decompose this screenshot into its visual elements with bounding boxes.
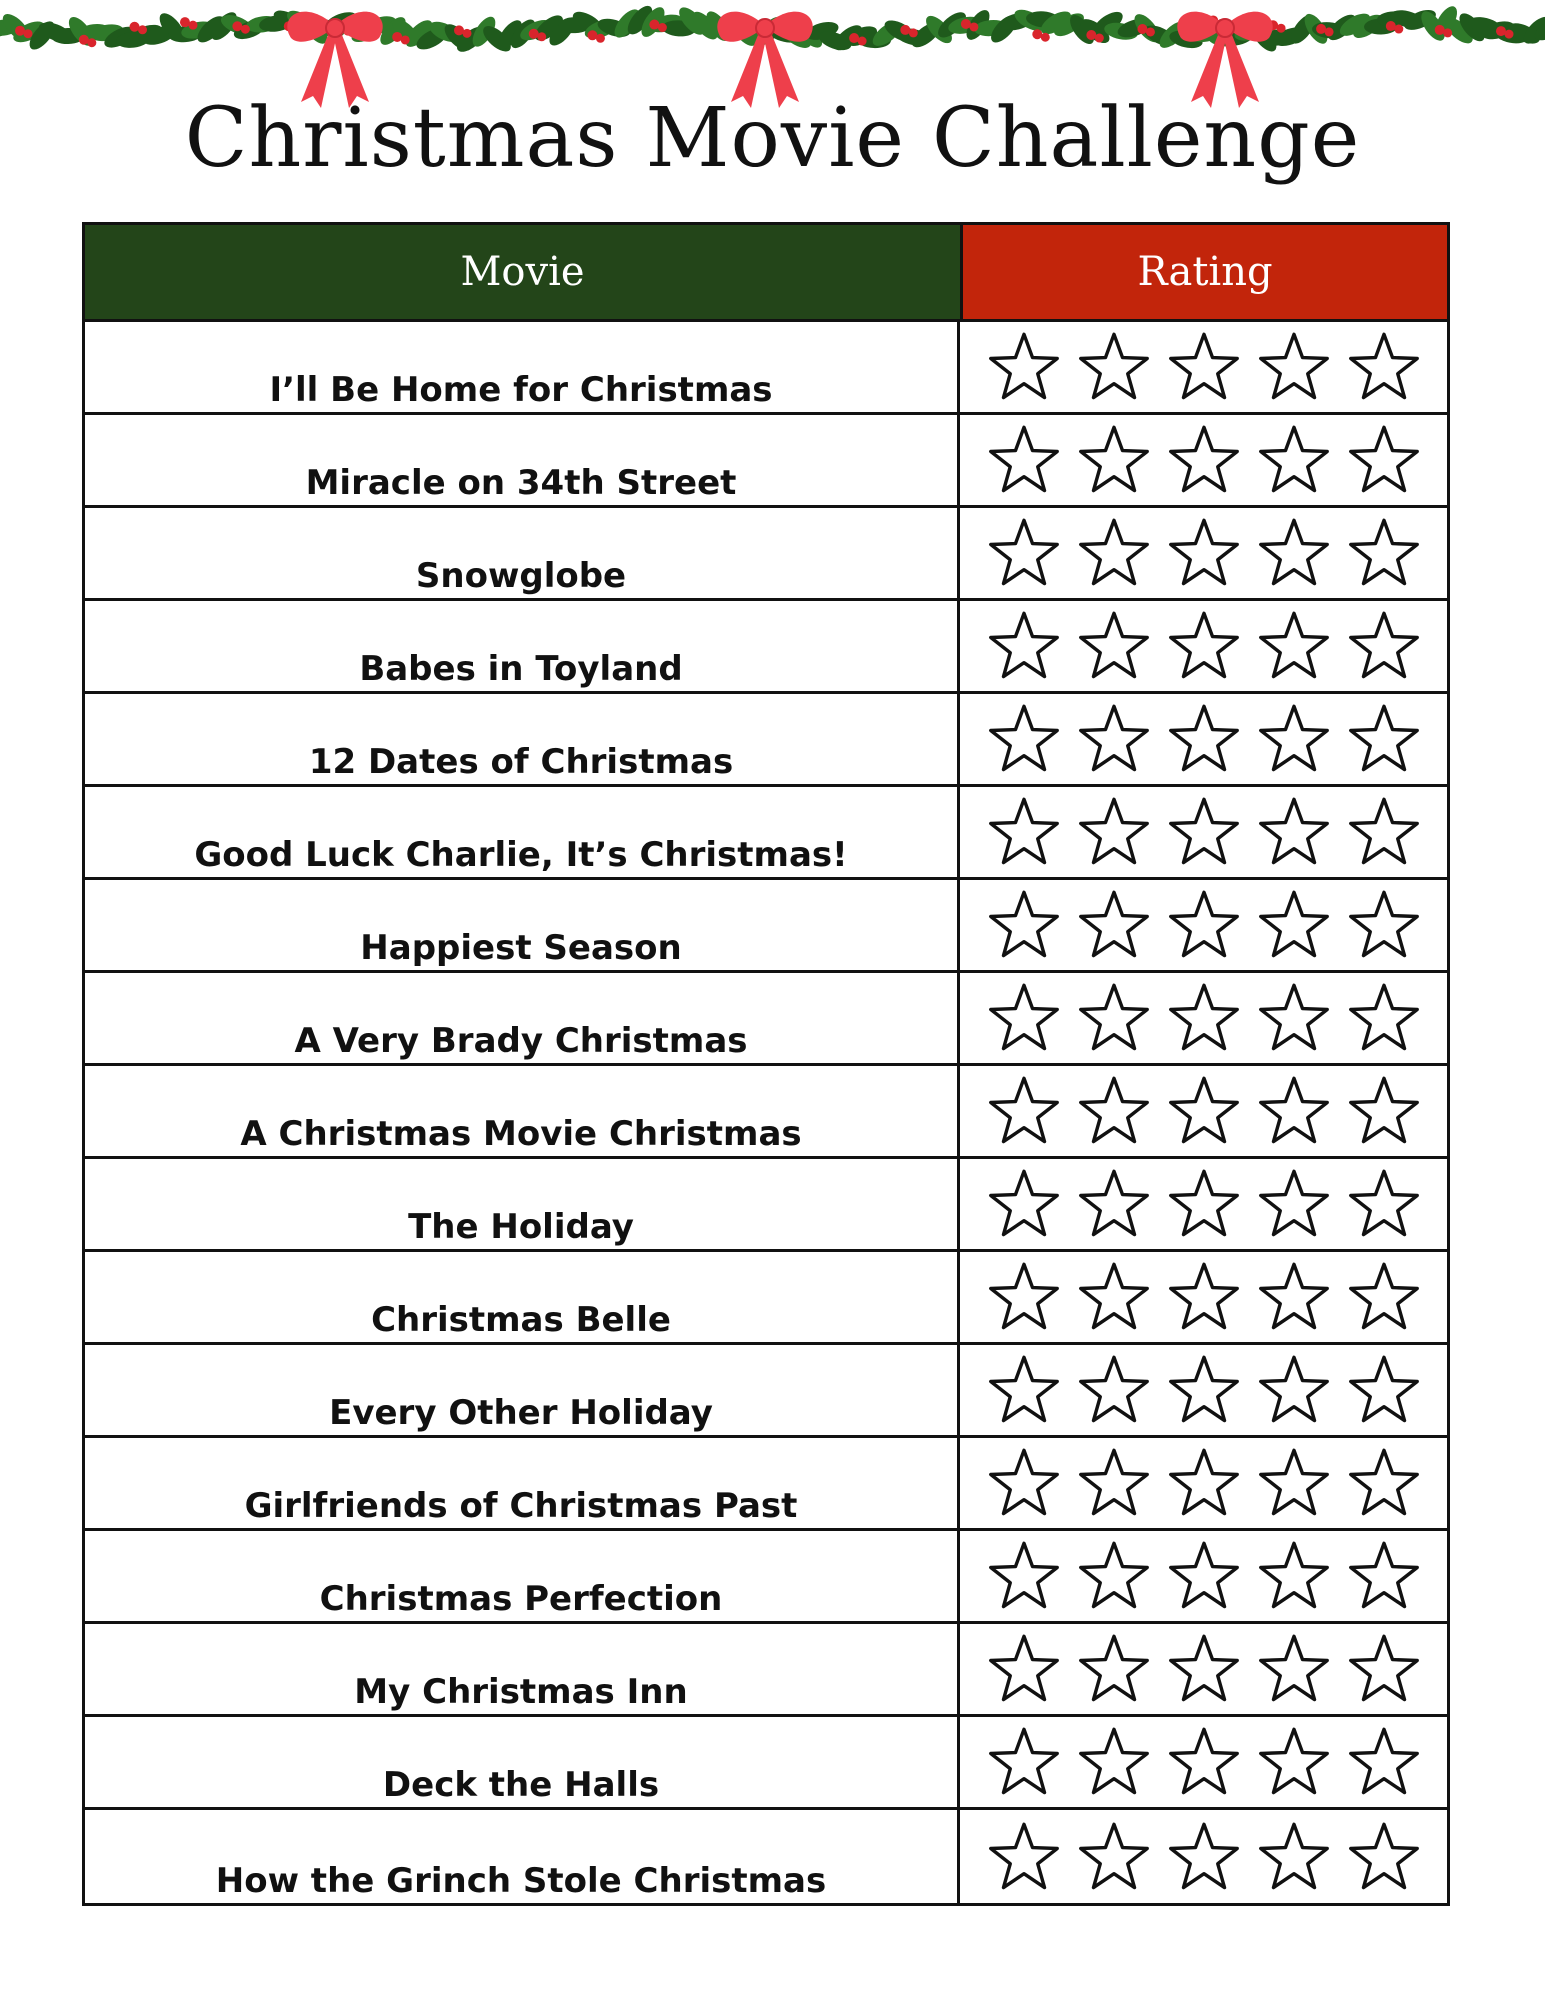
star-icon[interactable] [986,1259,1062,1335]
star-icon[interactable] [1166,329,1242,405]
star-icon[interactable] [1256,1631,1332,1707]
table-row [85,694,1447,787]
star-icon[interactable] [1166,1538,1242,1614]
star-rating [960,322,1447,412]
star-icon[interactable] [1346,1724,1422,1800]
star-icon[interactable] [1166,1073,1242,1149]
star-icon[interactable] [1256,515,1332,591]
movie-title: I’ll Be Home for Christmas [85,322,960,412]
star-icon[interactable] [1076,1073,1152,1149]
star-icon[interactable] [1346,980,1422,1056]
star-icon[interactable] [986,980,1062,1056]
star-icon[interactable] [1076,1445,1152,1521]
star-icon[interactable] [1256,701,1332,777]
star-icon[interactable] [1346,1631,1422,1707]
star-icon[interactable] [986,422,1062,498]
star-rating [960,787,1447,877]
star-icon[interactable] [986,1538,1062,1614]
movie-title: Christmas Belle [85,1252,960,1342]
star-icon[interactable] [986,329,1062,405]
star-icon[interactable] [1076,1166,1152,1242]
movie-title: A Very Brady Christmas [85,973,960,1063]
star-rating [960,1159,1447,1249]
star-rating [960,601,1447,691]
star-icon[interactable] [1256,1445,1332,1521]
star-icon[interactable] [986,1073,1062,1149]
movie-title: Babes in Toyland [85,601,960,691]
star-icon[interactable] [1166,701,1242,777]
star-icon[interactable] [1166,794,1242,870]
star-icon[interactable] [1346,1166,1422,1242]
star-icon[interactable] [1166,887,1242,963]
star-icon[interactable] [986,794,1062,870]
star-icon[interactable] [1076,422,1152,498]
movie-title: Deck the Halls [85,1717,960,1807]
table-row [85,601,1447,694]
table-row [85,508,1447,601]
star-icon[interactable] [986,1819,1062,1895]
star-rating [960,415,1447,505]
page-title: Christmas Movie Challenge [184,91,1361,186]
star-icon[interactable] [1256,608,1332,684]
movie-title: Girlfriends of Christmas Past [85,1438,960,1528]
star-icon[interactable] [1076,980,1152,1056]
star-icon[interactable] [1346,1819,1422,1895]
table-row [85,1810,1447,1903]
movie-title: How the Grinch Stole Christmas [85,1810,960,1903]
table-row [85,880,1447,973]
table-body [85,322,1447,1903]
star-icon[interactable] [1166,1259,1242,1335]
table-row [85,973,1447,1066]
table-row [85,1252,1447,1345]
star-icon[interactable] [986,887,1062,963]
star-icon[interactable] [1256,1166,1332,1242]
table-row [85,1624,1447,1717]
star-icon[interactable] [1166,1724,1242,1800]
star-rating [960,694,1447,784]
table-row [85,1159,1447,1252]
star-icon[interactable] [1346,1445,1422,1521]
table-row [85,787,1447,880]
star-rating [960,1066,1447,1156]
star-rating [960,973,1447,1063]
star-icon[interactable] [1346,608,1422,684]
star-icon[interactable] [986,1352,1062,1428]
star-icon[interactable] [1076,1538,1152,1614]
star-icon[interactable] [1346,794,1422,870]
star-icon[interactable] [1346,701,1422,777]
star-rating [960,1810,1447,1903]
star-icon[interactable] [1346,329,1422,405]
star-icon[interactable] [1256,1819,1332,1895]
star-icon[interactable] [1256,980,1332,1056]
movie-title: Christmas Perfection [85,1531,960,1621]
star-icon[interactable] [1166,1819,1242,1895]
star-rating [960,1345,1447,1435]
star-icon[interactable] [986,1166,1062,1242]
star-icon[interactable] [1346,887,1422,963]
movie-column-header: Movie [85,225,963,319]
movie-title: Happiest Season [85,880,960,970]
table-row [85,415,1447,508]
star-rating [960,880,1447,970]
table-header [85,225,1447,322]
star-icon[interactable] [1256,1538,1332,1614]
star-icon[interactable] [1076,1259,1152,1335]
star-icon[interactable] [986,608,1062,684]
star-icon[interactable] [1166,422,1242,498]
movie-title: Every Other Holiday [85,1345,960,1435]
table-row [85,322,1447,415]
star-icon[interactable] [986,701,1062,777]
star-icon[interactable] [1256,1352,1332,1428]
star-rating [960,1252,1447,1342]
star-icon[interactable] [1346,422,1422,498]
movie-rating-table [82,222,1450,1906]
star-icon[interactable] [986,1724,1062,1800]
rating-column-header: Rating [963,225,1447,319]
star-icon[interactable] [1076,329,1152,405]
star-icon[interactable] [1346,1073,1422,1149]
star-icon[interactable] [1076,1724,1152,1800]
star-icon[interactable] [1346,1538,1422,1614]
star-icon[interactable] [1166,1445,1242,1521]
star-icon[interactable] [986,1631,1062,1707]
movie-title: Good Luck Charlie, It’s Christmas! [85,787,960,877]
table-row [85,1438,1447,1531]
star-icon[interactable] [1076,1631,1152,1707]
star-icon[interactable] [1346,1352,1422,1428]
movie-title: 12 Dates of Christmas [85,694,960,784]
star-icon[interactable] [1166,1631,1242,1707]
star-icon[interactable] [1166,608,1242,684]
movie-title: My Christmas Inn [85,1624,960,1714]
star-icon[interactable] [986,1445,1062,1521]
table-row [85,1345,1447,1438]
star-rating [960,1531,1447,1621]
movie-title: Snowglobe [85,508,960,598]
star-icon[interactable] [1076,1352,1152,1428]
table-row [85,1717,1447,1810]
movie-title: Miracle on 34th Street [85,415,960,505]
table-row [85,1531,1447,1624]
star-icon[interactable] [1166,1166,1242,1242]
movie-title: The Holiday [85,1159,960,1249]
star-icon[interactable] [1256,1724,1332,1800]
star-icon[interactable] [1076,887,1152,963]
star-icon[interactable] [986,515,1062,591]
star-icon[interactable] [1166,1352,1242,1428]
star-icon[interactable] [1076,701,1152,777]
star-icon[interactable] [1076,515,1152,591]
star-icon[interactable] [1076,1819,1152,1895]
star-icon[interactable] [1256,329,1332,405]
star-icon[interactable] [1346,515,1422,591]
star-icon[interactable] [1076,608,1152,684]
star-rating [960,1717,1447,1807]
star-rating [960,1438,1447,1528]
star-icon[interactable] [1256,887,1332,963]
star-rating [960,1624,1447,1714]
table-row [85,1066,1447,1159]
star-icon[interactable] [1256,794,1332,870]
star-icon[interactable] [1256,1259,1332,1335]
movie-title: A Christmas Movie Christmas [85,1066,960,1156]
star-icon[interactable] [1076,794,1152,870]
star-icon[interactable] [1256,1073,1332,1149]
star-rating [960,508,1447,598]
star-icon[interactable] [1346,1259,1422,1335]
star-icon[interactable] [1166,980,1242,1056]
star-icon[interactable] [1166,515,1242,591]
star-icon[interactable] [1256,422,1332,498]
